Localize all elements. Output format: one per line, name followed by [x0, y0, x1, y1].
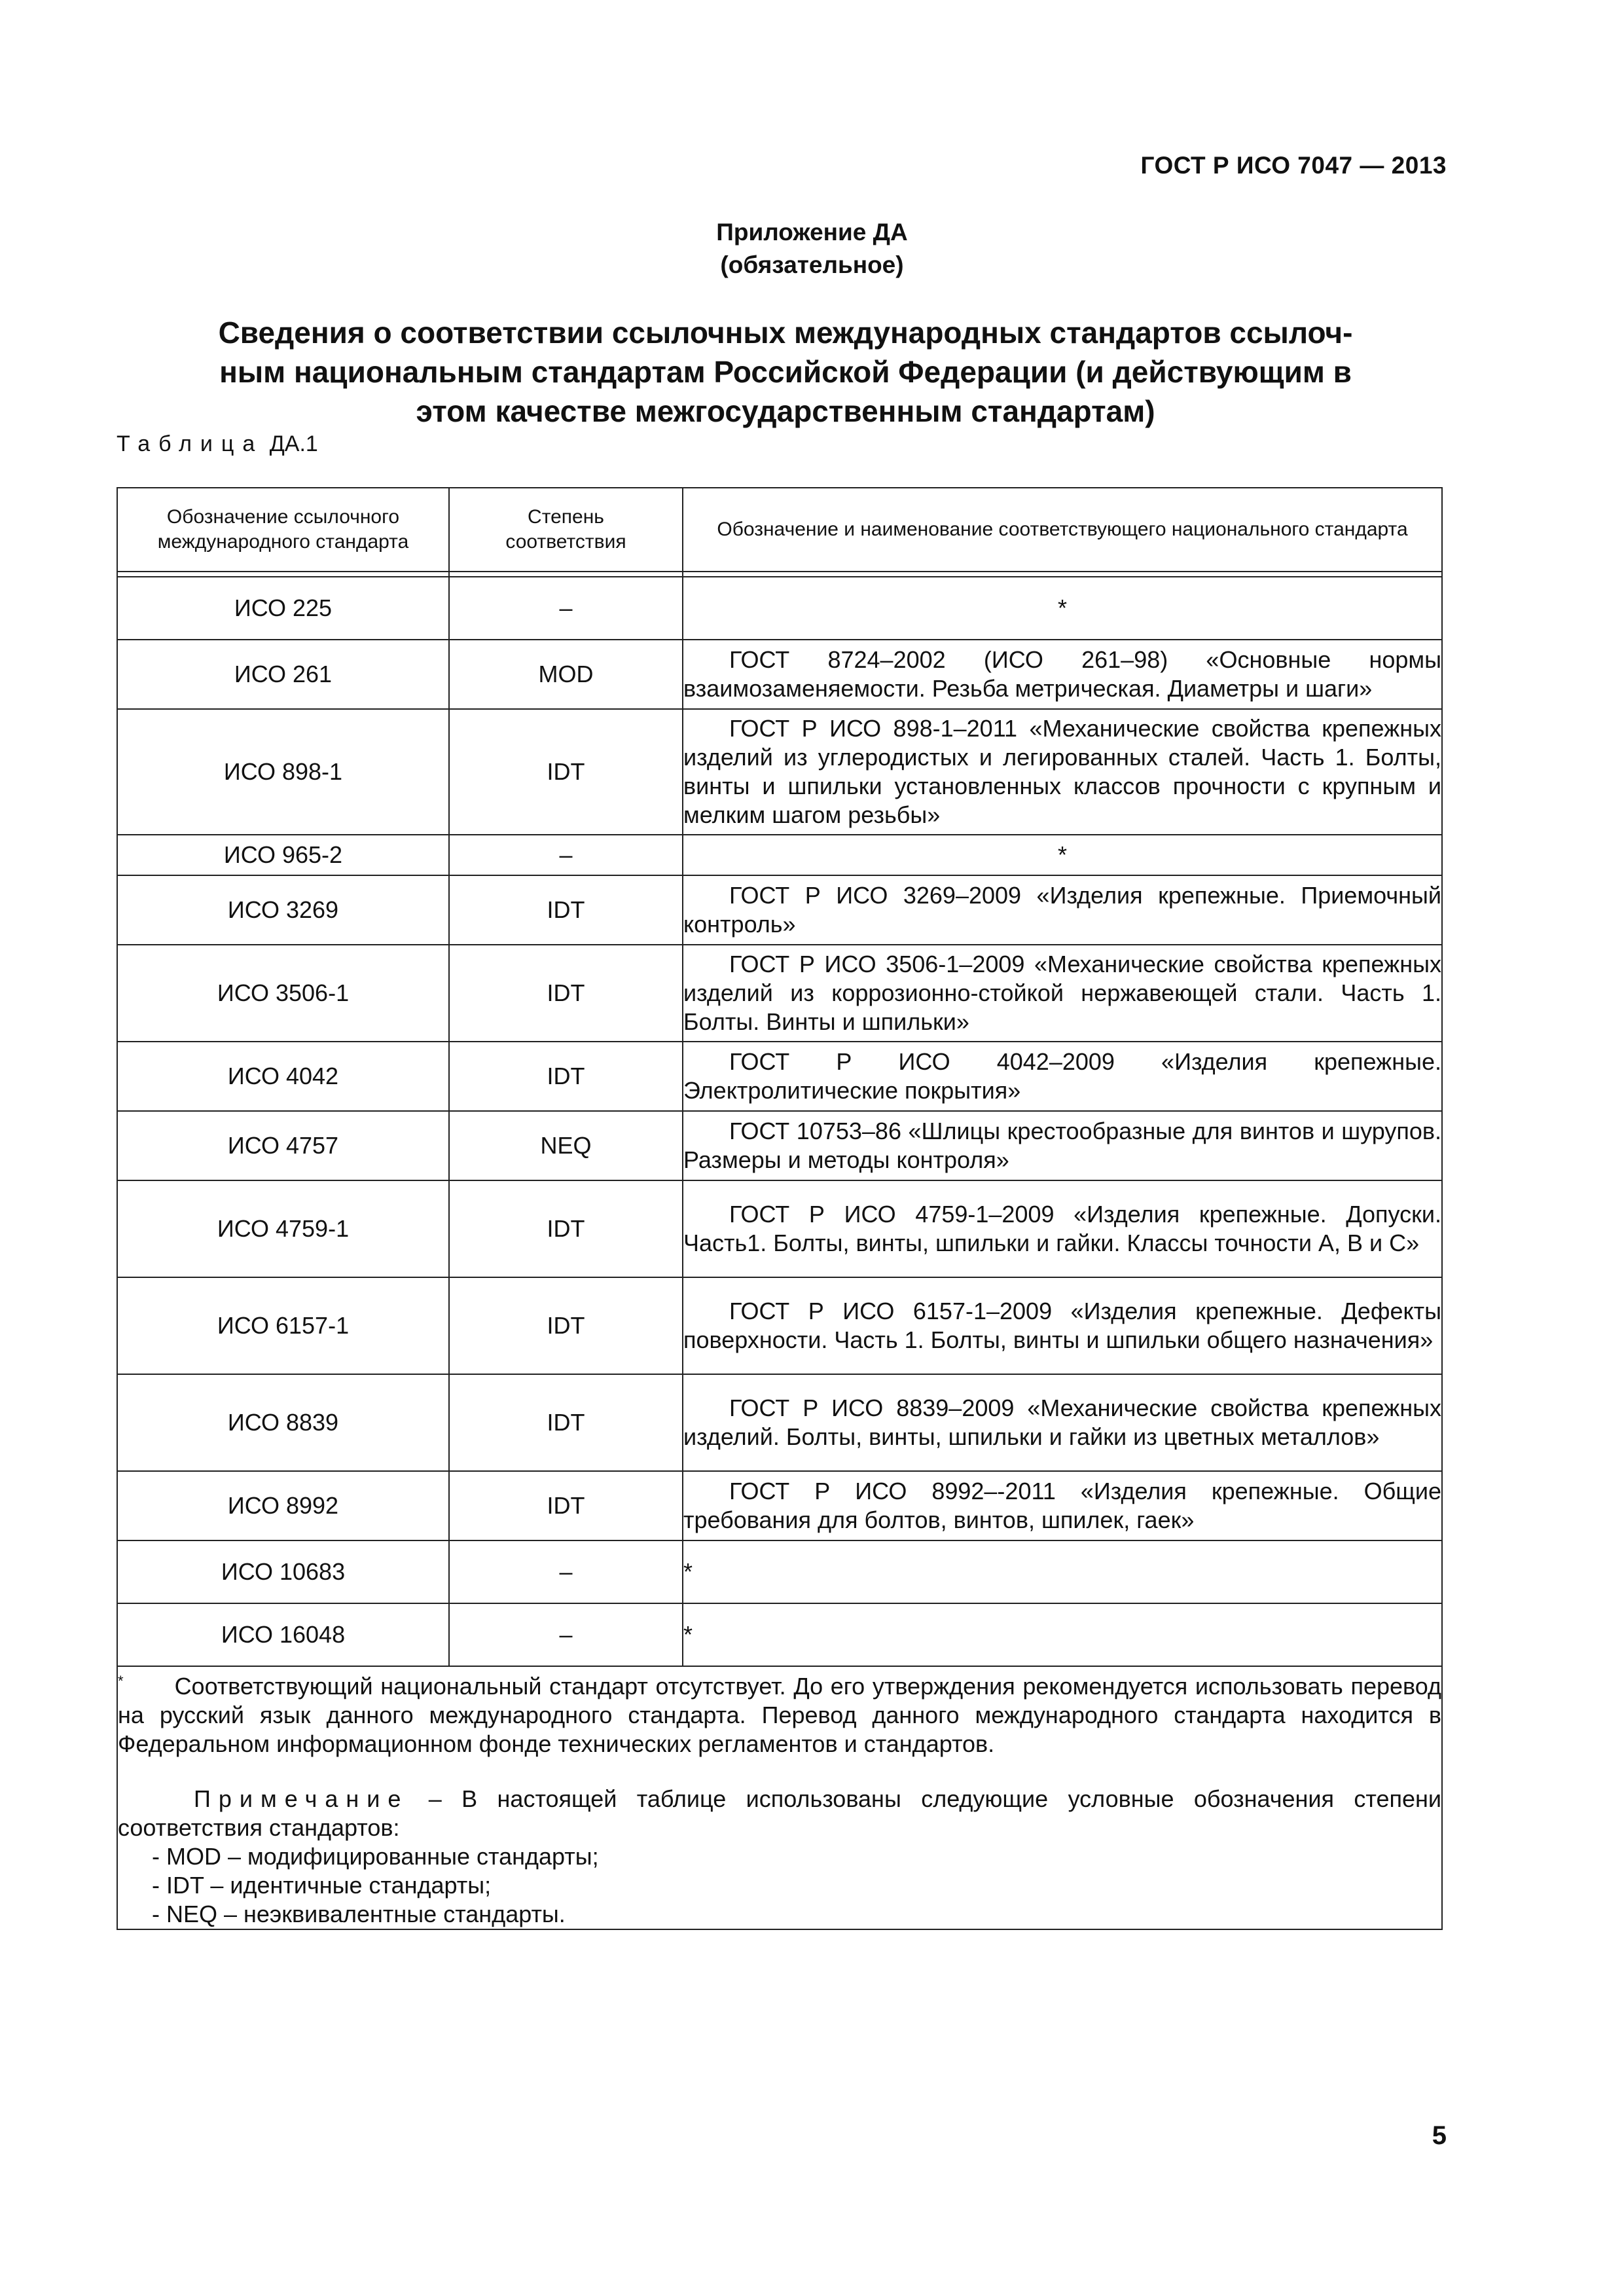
intl-standard-cell: ИСО 898-1: [117, 709, 449, 835]
intl-standard-cell: ИСО 4042: [117, 1042, 449, 1111]
intl-standard-cell: ИСО 3506-1: [117, 945, 449, 1042]
table-row: [117, 1277, 1442, 1374]
national-standard-cell: [683, 1042, 1442, 1111]
degree-cell: IDT: [449, 1374, 683, 1471]
table-row: [117, 709, 1442, 835]
degree-cell: IDT: [449, 709, 683, 835]
intl-standard-cell: ИСО 965-2: [117, 835, 449, 875]
intl-standard-cell: ИСО 4759-1: [117, 1180, 449, 1277]
national-standard-cell: [683, 835, 1442, 875]
national-standard-text: *: [1057, 841, 1067, 868]
national-standard-text: *: [1057, 594, 1067, 621]
degree-cell: –: [449, 577, 683, 640]
national-standard-cell: [683, 945, 1442, 1042]
table-row: [117, 875, 1442, 945]
table-row: [117, 1042, 1442, 1111]
degree-cell: NEQ: [449, 1111, 683, 1180]
national-standard-text: ГОСТ Р ИСО 3506-1–2009 «Механические свойства крепежных изделий из коррозионно-стойкой нержавеющей стали. Часть 1. Болты. Винты и шпильки»: [683, 951, 1441, 1035]
table-row: [117, 1471, 1442, 1540]
national-standard-cell: [683, 1180, 1442, 1277]
annex-status: (обязательное): [720, 251, 904, 278]
national-standard-cell: [683, 875, 1442, 945]
degree-cell: IDT: [449, 945, 683, 1042]
intl-standard-cell: ИСО 3269: [117, 875, 449, 945]
table-row: [117, 835, 1442, 875]
national-standard-cell: [683, 1603, 1442, 1666]
national-standard-cell: [683, 640, 1442, 709]
intl-standard-cell: ИСО 261: [117, 640, 449, 709]
national-standard-cell: [683, 709, 1442, 835]
table-row: [117, 1180, 1442, 1277]
note: [118, 1785, 1441, 1842]
national-standard-text: ГОСТ Р ИСО 6157-1–2009 «Изделия крепежные. Дефекты поверхности. Часть 1. Болты, винты и шпильки общего назначения»: [683, 1298, 1441, 1353]
national-standard-text: *: [683, 1558, 693, 1585]
degree-cell: IDT: [449, 1277, 683, 1374]
intl-standard-cell: ИСО 4757: [117, 1111, 449, 1180]
intl-standard-cell: ИСО 16048: [117, 1603, 449, 1666]
footnote-mark: *: [118, 1673, 124, 1689]
section-title-line: Сведения о соответствии ссылочных международных стандартов ссылоч-: [218, 316, 1353, 350]
national-standard-cell: [683, 1540, 1442, 1603]
degree-cell: IDT: [449, 1042, 683, 1111]
section-title-line: этом качестве межгосударственным стандартам): [416, 394, 1155, 428]
national-standard-text: ГОСТ Р ИСО 4759-1–2009 «Изделия крепежные. Допуски. Часть1. Болты, винты, шпильки и гайки. Классы точности А, В и С»: [683, 1201, 1441, 1256]
degree-cell: –: [449, 1540, 683, 1603]
column-header-degree: Степень соответствия: [449, 488, 683, 572]
column-header-national: Обозначение и наименование соответствующего национального стандарта: [683, 488, 1442, 572]
annex-title: Приложение ДА: [716, 219, 908, 246]
degree-cell: –: [449, 835, 683, 875]
degree-cell: –: [449, 1603, 683, 1666]
table-label-word: Таблица: [117, 431, 264, 456]
column-header-intl: Обозначение ссылочного международного стандарта: [117, 488, 449, 572]
national-standard-cell: [683, 577, 1442, 640]
table-row: [117, 640, 1442, 709]
national-standard-cell: [683, 1471, 1442, 1540]
table-row: [117, 577, 1442, 640]
footnote: [118, 1667, 1441, 1758]
intl-standard-cell: ИСО 225: [117, 577, 449, 640]
table-row: [117, 945, 1442, 1042]
degree-cell: IDT: [449, 1180, 683, 1277]
section-title: [115, 313, 1456, 431]
intl-standard-cell: ИСО 8992: [117, 1471, 449, 1540]
footnote-text: Соответствующий национальный стандарт отсутствует. До его утверждения рекомендуется использовать перевод на русский язык данного международного стандарта. Перевод данного международного стандарта находится в Федеральном информационном фонде технических регламентов и стандартов.: [118, 1673, 1441, 1757]
national-standard-text: ГОСТ 10753–86 «Шлицы крестообразные для винтов и шурупов. Размеры и методы контроля»: [683, 1118, 1441, 1173]
national-standard-cell: [683, 1277, 1442, 1374]
note-item: - IDT – идентичные стандарты;: [152, 1872, 492, 1899]
intl-standard-cell: ИСО 8839: [117, 1374, 449, 1471]
national-standard-text: ГОСТ Р ИСО 3269–2009 «Изделия крепежные. Приемочный контроль»: [683, 882, 1441, 938]
section-title-line: ным национальным стандартам Российской Федерации (и действующим в: [219, 355, 1352, 389]
intl-standard-cell: ИСО 10683: [117, 1540, 449, 1603]
national-standard-text: ГОСТ Р ИСО 898-1–2011 «Механические свойства крепежных изделий из углеродистых и легированных сталей. Часть 1. Болты, винты и шпильки установленных классов прочности с крупным и мелким шагом резьбы»: [683, 715, 1441, 828]
national-standard-text: ГОСТ Р ИСО 4042–2009 «Изделия крепежные. Электролитические покрытия»: [683, 1048, 1441, 1104]
footnote-cell: [117, 1666, 1442, 1929]
table-label-id: ДА.1: [269, 431, 318, 456]
national-standard-text: ГОСТ Р ИСО 8839–2009 «Механические свойства крепежных изделий. Болты, винты, шпильки и гайки из цветных металлов»: [683, 1394, 1441, 1450]
national-standard-cell: [683, 1374, 1442, 1471]
spacer: [118, 1758, 1441, 1785]
note-heading: Примечание: [194, 1785, 409, 1812]
note-item: - NEQ – неэквивалентные стандарты.: [152, 1901, 566, 1927]
document-code: ГОСТ Р ИСО 7047 — 2013: [1140, 152, 1447, 179]
degree-cell: MOD: [449, 640, 683, 709]
annex-heading: [0, 216, 1624, 282]
table-header-row: [117, 488, 1442, 572]
national-standard-text: ГОСТ 8724–2002 (ИСО 261–98) «Основные нормы взаимозаменяемости. Резьба метрическая. Диаметры и шаги»: [683, 646, 1441, 702]
correspondence-table: [117, 487, 1443, 1930]
degree-cell: IDT: [449, 875, 683, 945]
national-standard-text: *: [683, 1621, 693, 1648]
note-item: - MOD – модифицированные стандарты;: [152, 1843, 599, 1870]
footnote-row: [117, 1666, 1442, 1929]
table-row: [117, 1603, 1442, 1666]
page-number: 5: [1432, 2121, 1447, 2150]
table-row: [117, 1540, 1442, 1603]
table-row: [117, 1111, 1442, 1180]
note-text: – В настоящей таблице использованы следующие условные обозначения степени соответствия стандартов:: [118, 1785, 1441, 1841]
header-gap: [117, 572, 1442, 577]
table-row: [117, 1374, 1442, 1471]
table-label: [117, 431, 318, 457]
degree-cell: IDT: [449, 1471, 683, 1540]
national-standard-cell: [683, 1111, 1442, 1180]
intl-standard-cell: ИСО 6157-1: [117, 1277, 449, 1374]
national-standard-text: ГОСТ Р ИСО 8992–-2011 «Изделия крепежные. Общие требования для болтов, винтов, шпилек, гаек»: [683, 1478, 1441, 1533]
